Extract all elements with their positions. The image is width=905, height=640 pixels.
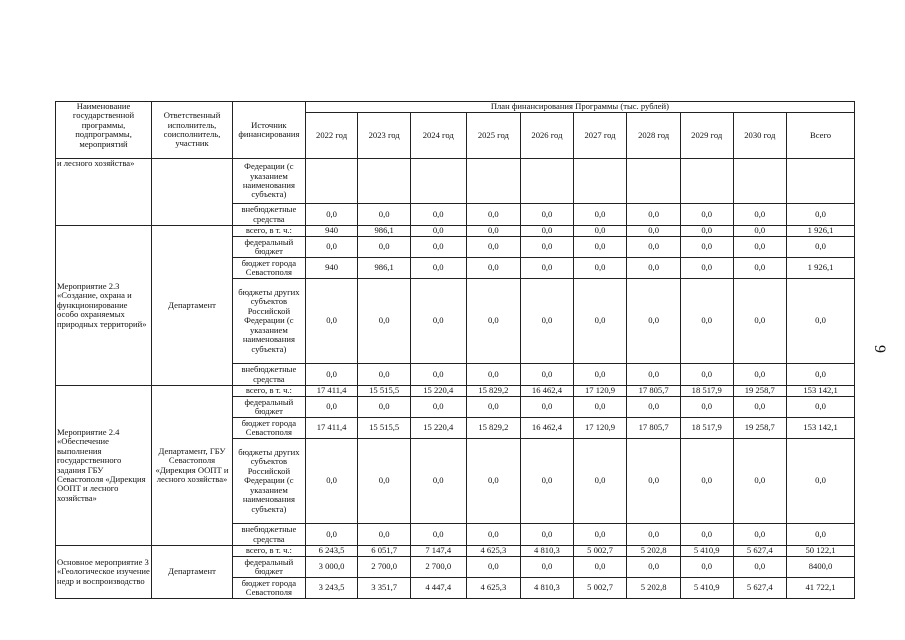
amount-cell: 0,0 <box>627 439 681 524</box>
amount-cell: 0,0 <box>521 279 574 364</box>
amount-cell: 5 410,9 <box>680 546 733 557</box>
amount-cell <box>627 159 681 204</box>
amount-cell: 0,0 <box>410 524 466 546</box>
amount-cell: 17 120,9 <box>573 386 627 397</box>
amount-cell: 0,0 <box>627 524 681 546</box>
amount-cell: 0,0 <box>733 557 787 578</box>
amount-cell: 0,0 <box>358 279 411 364</box>
amount-cell: 18 517,9 <box>680 418 733 439</box>
amount-cell <box>358 159 411 204</box>
amount-cell: 5 002,7 <box>573 578 627 599</box>
amount-cell: 0,0 <box>410 258 466 279</box>
amount-cell: 6 051,7 <box>358 546 411 557</box>
funding-source: бюджеты других субъектов Российской Федерации (с указанием наименования субъекта) <box>232 279 305 364</box>
amount-cell: 0,0 <box>466 439 521 524</box>
amount-cell: 19 258,7 <box>733 386 787 397</box>
amount-cell: 0,0 <box>573 226 627 237</box>
amount-cell: 5 627,4 <box>733 546 787 557</box>
amount-cell: 0,0 <box>305 524 358 546</box>
funding-source: федеральный бюджет <box>232 397 305 418</box>
amount-cell: 0,0 <box>733 524 787 546</box>
amount-cell: 5 627,4 <box>733 578 787 599</box>
amount-cell: 15 220,4 <box>410 418 466 439</box>
amount-cell: 0,0 <box>410 279 466 364</box>
amount-cell: 0,0 <box>358 524 411 546</box>
responsible-party <box>152 159 233 226</box>
amount-cell: 153 142,1 <box>787 386 855 397</box>
amount-cell: 0,0 <box>787 524 855 546</box>
amount-cell: 0,0 <box>410 364 466 386</box>
amount-cell: 0,0 <box>680 204 733 226</box>
amount-cell: 15 829,2 <box>466 386 521 397</box>
header-year: 2030 год <box>733 113 787 159</box>
amount-cell: 986,1 <box>358 258 411 279</box>
amount-cell: 0,0 <box>787 279 855 364</box>
amount-cell: 16 462,4 <box>521 386 574 397</box>
activity-name: Мероприятие 2.4 «Обеспечение выполнения государственного задания ГБУ Севастополя «Дирекция ООПТ и лесного хозяйства» <box>56 386 152 546</box>
table-row <box>56 386 855 397</box>
amount-cell: 0,0 <box>466 226 521 237</box>
responsible-party: Департамент, ГБУ Севастополя «Дирекция ООПТ и лесного хозяйства» <box>152 386 233 546</box>
amount-cell: 0,0 <box>466 397 521 418</box>
amount-cell: 19 258,7 <box>733 418 787 439</box>
table-row <box>56 159 855 204</box>
amount-cell: 0,0 <box>466 364 521 386</box>
amount-cell: 0,0 <box>521 439 574 524</box>
amount-cell: 0,0 <box>680 439 733 524</box>
amount-cell: 0,0 <box>680 524 733 546</box>
amount-cell: 0,0 <box>627 364 681 386</box>
amount-cell: 4 625,3 <box>466 546 521 557</box>
amount-cell: 5 002,7 <box>573 546 627 557</box>
amount-cell <box>787 159 855 204</box>
amount-cell: 17 805,7 <box>627 386 681 397</box>
amount-cell: 0,0 <box>680 279 733 364</box>
funding-source: всего, в т. ч.: <box>232 226 305 237</box>
responsible-party: Департамент <box>152 546 233 599</box>
amount-cell: 0,0 <box>680 226 733 237</box>
amount-cell: 4 625,3 <box>466 578 521 599</box>
funding-source: всего, в т. ч.: <box>232 386 305 397</box>
funding-source: бюджет города Севастополя <box>232 258 305 279</box>
amount-cell: 0,0 <box>787 204 855 226</box>
amount-cell: 0,0 <box>733 258 787 279</box>
amount-cell: 0,0 <box>733 279 787 364</box>
amount-cell: 0,0 <box>573 439 627 524</box>
amount-cell: 0,0 <box>305 397 358 418</box>
amount-cell: 0,0 <box>305 439 358 524</box>
amount-cell: 2 700,0 <box>358 557 411 578</box>
amount-cell: 0,0 <box>787 439 855 524</box>
amount-cell: 0,0 <box>627 279 681 364</box>
header-year: 2023 год <box>358 113 411 159</box>
amount-cell: 0,0 <box>521 226 574 237</box>
funding-source: бюджет города Севастополя <box>232 578 305 599</box>
amount-cell: 0,0 <box>733 226 787 237</box>
header-responsible: Ответственный исполнитель, соисполнитель, участник <box>152 102 233 159</box>
amount-cell: 0,0 <box>627 237 681 258</box>
funding-source: Федерации (с указанием наименования субъекта) <box>232 159 305 204</box>
funding-source: федеральный бюджет <box>232 557 305 578</box>
amount-cell: 4 810,3 <box>521 578 574 599</box>
amount-cell: 4 447,4 <box>410 578 466 599</box>
amount-cell: 2 700,0 <box>410 557 466 578</box>
header-year: 2024 год <box>410 113 466 159</box>
amount-cell: 940 <box>305 258 358 279</box>
amount-cell: 0,0 <box>358 237 411 258</box>
amount-cell <box>573 159 627 204</box>
amount-cell: 18 517,9 <box>680 386 733 397</box>
amount-cell <box>680 159 733 204</box>
amount-cell: 0,0 <box>573 279 627 364</box>
amount-cell: 41 722,1 <box>787 578 855 599</box>
amount-cell: 1 926,1 <box>787 226 855 237</box>
funding-source: бюджет города Севастополя <box>232 418 305 439</box>
amount-cell: 5 410,9 <box>680 578 733 599</box>
amount-cell: 15 220,4 <box>410 386 466 397</box>
amount-cell: 0,0 <box>521 524 574 546</box>
page-number: 9 <box>871 345 888 353</box>
amount-cell: 0,0 <box>573 557 627 578</box>
amount-cell: 0,0 <box>521 364 574 386</box>
header-year: Всего <box>787 113 855 159</box>
header-year: 2029 год <box>680 113 733 159</box>
amount-cell: 0,0 <box>787 364 855 386</box>
amount-cell: 17 120,9 <box>573 418 627 439</box>
header-year: 2022 год <box>305 113 358 159</box>
amount-cell: 8400,0 <box>787 557 855 578</box>
amount-cell: 0,0 <box>680 397 733 418</box>
amount-cell: 3 000,0 <box>305 557 358 578</box>
amount-cell: 0,0 <box>521 204 574 226</box>
amount-cell: 15 829,2 <box>466 418 521 439</box>
amount-cell: 0,0 <box>733 397 787 418</box>
financing-table <box>55 101 855 599</box>
amount-cell: 4 810,3 <box>521 546 574 557</box>
funding-source: бюджеты других субъектов Российской Федерации (с указанием наименования субъекта) <box>232 439 305 524</box>
amount-cell: 0,0 <box>358 364 411 386</box>
amount-cell: 0,0 <box>466 279 521 364</box>
amount-cell <box>410 159 466 204</box>
amount-cell: 0,0 <box>733 364 787 386</box>
amount-cell: 0,0 <box>680 258 733 279</box>
amount-cell <box>733 159 787 204</box>
funding-source: внебюджетные средства <box>232 524 305 546</box>
activity-name: Основное мероприятие 3 «Геологическое изучение недр и воспроизводство <box>56 546 152 599</box>
funding-source: федеральный бюджет <box>232 237 305 258</box>
amount-cell: 0,0 <box>305 364 358 386</box>
funding-source: внебюджетные средства <box>232 364 305 386</box>
amount-cell: 0,0 <box>358 204 411 226</box>
amount-cell: 1 926,1 <box>787 258 855 279</box>
table-row <box>56 226 855 237</box>
header-year: 2026 год <box>521 113 574 159</box>
amount-cell: 0,0 <box>733 237 787 258</box>
amount-cell: 153 142,1 <box>787 418 855 439</box>
amount-cell: 0,0 <box>627 397 681 418</box>
amount-cell: 3 243,5 <box>305 578 358 599</box>
amount-cell: 940 <box>305 226 358 237</box>
amount-cell <box>305 159 358 204</box>
amount-cell: 0,0 <box>627 557 681 578</box>
amount-cell: 0,0 <box>466 237 521 258</box>
amount-cell: 17 805,7 <box>627 418 681 439</box>
header-year: 2028 год <box>627 113 681 159</box>
amount-cell: 3 351,7 <box>358 578 411 599</box>
amount-cell: 0,0 <box>680 557 733 578</box>
amount-cell: 5 202,8 <box>627 546 681 557</box>
amount-cell: 5 202,8 <box>627 578 681 599</box>
responsible-party: Департамент <box>152 226 233 386</box>
amount-cell: 0,0 <box>627 204 681 226</box>
amount-cell: 6 243,5 <box>305 546 358 557</box>
amount-cell: 0,0 <box>305 204 358 226</box>
amount-cell: 0,0 <box>410 397 466 418</box>
amount-cell: 0,0 <box>521 258 574 279</box>
amount-cell: 50 122,1 <box>787 546 855 557</box>
amount-cell: 0,0 <box>573 364 627 386</box>
amount-cell: 0,0 <box>627 258 681 279</box>
amount-cell: 0,0 <box>573 237 627 258</box>
header-year: 2027 год <box>573 113 627 159</box>
amount-cell: 0,0 <box>521 397 574 418</box>
amount-cell: 0,0 <box>787 237 855 258</box>
header-year: 2025 год <box>466 113 521 159</box>
amount-cell: 15 515,5 <box>358 418 411 439</box>
amount-cell: 0,0 <box>358 439 411 524</box>
amount-cell: 0,0 <box>466 524 521 546</box>
amount-cell: 0,0 <box>466 258 521 279</box>
activity-name: и лесного хозяйства» <box>56 159 152 226</box>
amount-cell: 0,0 <box>410 439 466 524</box>
amount-cell: 0,0 <box>521 557 574 578</box>
amount-cell: 0,0 <box>573 204 627 226</box>
amount-cell: 0,0 <box>733 204 787 226</box>
table-row <box>56 546 855 557</box>
amount-cell: 0,0 <box>466 557 521 578</box>
amount-cell: 17 411,4 <box>305 386 358 397</box>
amount-cell: 0,0 <box>305 237 358 258</box>
amount-cell: 0,0 <box>410 237 466 258</box>
amount-cell: 0,0 <box>627 226 681 237</box>
amount-cell: 0,0 <box>680 237 733 258</box>
amount-cell <box>466 159 521 204</box>
header-name: Наименование государственной программы, подпрограммы, мероприятий <box>56 102 152 159</box>
amount-cell: 0,0 <box>410 204 466 226</box>
amount-cell: 0,0 <box>573 397 627 418</box>
activity-name: Мероприятие 2.3 «Создание, охрана и функционирование особо охраняемых природных территорий» <box>56 226 152 386</box>
amount-cell: 0,0 <box>573 258 627 279</box>
amount-cell: 7 147,4 <box>410 546 466 557</box>
amount-cell: 0,0 <box>521 237 574 258</box>
amount-cell: 0,0 <box>680 364 733 386</box>
amount-cell: 0,0 <box>305 279 358 364</box>
amount-cell: 0,0 <box>787 397 855 418</box>
amount-cell <box>521 159 574 204</box>
amount-cell: 0,0 <box>733 439 787 524</box>
amount-cell: 986,1 <box>358 226 411 237</box>
amount-cell: 0,0 <box>410 226 466 237</box>
amount-cell: 15 515,5 <box>358 386 411 397</box>
amount-cell: 16 462,4 <box>521 418 574 439</box>
header-plan-title: План финансирования Программы (тыс. рублей) <box>305 102 854 113</box>
funding-source: всего, в т. ч.: <box>232 546 305 557</box>
funding-source: внебюджетные средства <box>232 204 305 226</box>
header-source: Источник финансирования <box>232 102 305 159</box>
amount-cell: 17 411,4 <box>305 418 358 439</box>
amount-cell: 0,0 <box>573 524 627 546</box>
amount-cell: 0,0 <box>358 397 411 418</box>
amount-cell: 0,0 <box>466 204 521 226</box>
